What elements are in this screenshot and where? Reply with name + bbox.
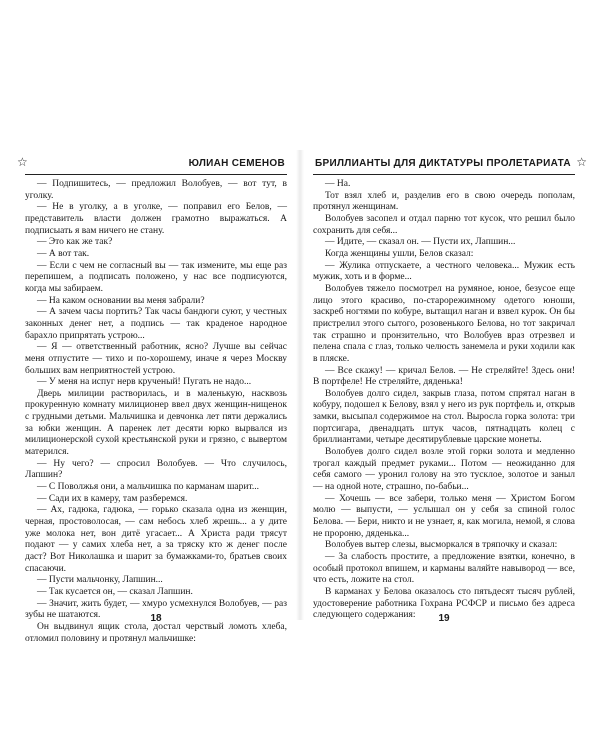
paragraph: — Пусти мальчонку, Лапшин...: [37, 575, 163, 586]
paragraph: Волобуев засопел и отдал парню тот кусок, что решил было сохранить для себя...: [313, 213, 575, 236]
paragraph: Когда женщины ушли, Белов сказал:: [325, 248, 474, 259]
right-page-text: [313, 179, 575, 622]
paragraph: Он выдвинул ящик стола, достал черствый ломоть хлеба, отломил половину и протянул мальчишке:: [25, 621, 287, 644]
left-running-head: [17, 155, 287, 175]
book-gutter: [296, 150, 304, 620]
paragraph: — Так кусается он, — сказал Лапшин.: [37, 586, 193, 597]
paragraph: — Подпишитесь, — предложил Волобуев, — вот тут, в уголку.: [25, 179, 287, 201]
paragraph: — Ах, гадюка, гадюка, — горько сказала одна из женщин, черная, простоволосая, — сам небось хлеб жрешь... а у дите уже молока нет, вон дитё угасает... А Христа ради трясут подают — у самих хлеба нет, а за тряску кто ж денег после даст? Вот Николашка и шарит за бумажками-то, братьев своих спасаючи.: [25, 505, 287, 574]
paragraph: — Если с чем не согласный вы — так измените, мы еще раз перепишем, а подписать положено, у нас все подписуются, когда мы забираем.: [25, 260, 287, 294]
paragraph: — Хочешь — все забери, только меня — Христом Богом молю — выпусти, — услышал он у себя за спиной голос Белова. — Бери, никто и не узнает, я, как могила, немой, я слова не пророню, дяденька...: [313, 493, 575, 539]
paragraph: — Сади их в камеру, там разберемся.: [37, 493, 188, 504]
paragraph: Волобуев тяжело посмотрел на румяное, юное, безусое еще лицо этого красиво, по-старорежимному одетого юноши, заскреб ногтями по кобуре, вытащил наган и взвел курок. Он бы пристрелил этого сытого, розовенького Белова, но тот закричал так страшно и пронзительно, что Волобуев враз отрезвел и пелена спала с глаз, только челюсть занемела и руки ходили как в пляске.: [313, 283, 575, 364]
paragraph: — За слабость простите, а предложение взятки, конечно, в особый протокол впишем, и карманы валяйте навывород — все, что есть, ложите на стол.: [313, 552, 575, 586]
right-page-number: 19: [438, 613, 450, 624]
paragraph: — На.: [325, 179, 351, 189]
paragraph: Дверь милиции растворилась, и в маленькую, насквозь прокуренную комнату милиционер ввел двух женщин-нищенок с грудными детьми. Мальчишка и девчонка лет пяти держались за юбки женщин. А паренек лет десяти юрко вырвался из милиционерской сухой крестьянской руки и грязно, с вывертом матерился.: [25, 388, 287, 458]
left-page-number: 18: [150, 613, 162, 624]
paragraph: — С Поволжья они, а мальчишка по карманам шарит...: [37, 482, 260, 493]
star-ornament-icon: ☆: [17, 155, 28, 169]
paragraph: — А вот так.: [37, 248, 90, 259]
paragraph: — Ну чего? — спросил Волобуев. — Что случилось, Лапшин?: [25, 458, 287, 481]
paragraph: В карманах у Белова оказалось сто пятьдесят тысяч рублей, удостоверение работника Гохрана РСФСР и письмо без адреса следующего содержания:: [313, 586, 575, 621]
paragraph: Волобуев вытер слезы, высморкался в тряпочку и сказал:: [325, 540, 558, 551]
paragraph: Волобуев долго сидел, закрыв глаза, потом спрятал наган в кобуру, подошел к Белову, взял у него из рук портфель и, открыв замки, высыпал содержимое на стол. Выросла горка золота: три портсигара, двенадцать штук часов, пятнадцать колец с бриллиантами, четыре десятирублевые царские монеты.: [313, 388, 575, 446]
paragraph: — У меня на испуг нерв крученый! Пугать не надо...: [37, 377, 252, 388]
right-running-head-title: БРИЛЛИАНТЫ ДЛЯ ДИКТАТУРЫ ПРОЛЕТАРИАТА: [315, 158, 571, 169]
star-ornament-icon: ☆: [576, 155, 587, 169]
paragraph: — Значит, жить будет, — хмуро усмехнулся Волобуев, — раз зубы не шатаются.: [25, 598, 287, 621]
paragraph: — Идите, — сказал он. — Пусти их, Лапшин...: [325, 237, 516, 248]
right-running-head: [313, 155, 587, 175]
paragraph: — Все скажу! — кричал Белов. — Не стреляйте! Здесь они! В портфеле! Не стреляйте, дяденька!: [313, 365, 575, 388]
left-page-text: [25, 179, 287, 645]
paragraph: — Жулика отпускаете, а честного человека... Мужик есть мужик, хоть и в форме...: [313, 260, 575, 283]
paragraph: — Не в уголку, а в уголке, — поправил его Белов, — представитель власти должен грамотно выражаться. А подписыать я вам ничего не стану.: [25, 202, 287, 236]
paragraph: Тот взял хлеб и, разделив его в свою очередь пополам, протянул женщинам.: [313, 190, 575, 213]
right-page: [313, 155, 587, 624]
left-running-head-title: ЮЛИАН СЕМЕНОВ: [188, 158, 285, 169]
paragraph: — А зачем часы портить? Так часы бандюги суют, у честных законных денег нет, а подпись — так краденое народное барахло припрятать устрою...: [25, 307, 287, 341]
left-page: [17, 155, 287, 645]
paragraph: — На каком основании вы меня забрали?: [37, 295, 205, 306]
paragraph: — Я — ответственный работник, ясно? Лучше вы сейчас меня отпустите — тихо и по-хорошему, иначе я через Москву больших вам неприятностей устрою.: [25, 342, 287, 376]
paragraph: — Это как же так?: [37, 237, 113, 248]
paragraph: Волобуев долго сидел возле этой горки золота и медленно трогал каждый предмет руками... Потом — неожиданно для себя самого — уронил голову на это тусклое, золотое и заныл — на одной ноте, страшно, по-бабьи...: [313, 447, 575, 493]
